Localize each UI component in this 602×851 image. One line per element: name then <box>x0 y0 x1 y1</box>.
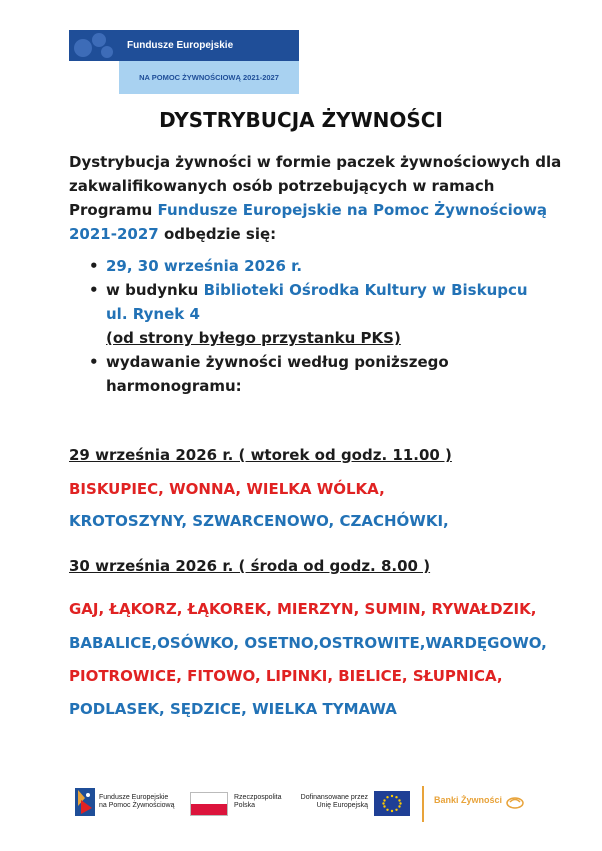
distribution-dates: 29, 30 września 2026 r. <box>106 257 303 275</box>
schedule-intro-1: wydawanie żywności według poniższego <box>106 353 449 371</box>
list-item-location <box>69 278 569 350</box>
fe-line-1: Fundusze Europejskie <box>99 794 169 801</box>
page-title: DYSTRYBUCJA ŻYWNOŚCI <box>159 108 443 132</box>
day2-villages-4: PODLASEK, SĘDZICE, WIELKA TYMAWA <box>69 700 397 718</box>
rp-line-1: Rzeczpospolita <box>234 794 282 801</box>
logo-title: Fundusze Europejskie <box>119 30 299 61</box>
fe-logo-text <box>99 794 174 810</box>
details-list <box>69 254 569 398</box>
intro-paragraph <box>69 150 569 246</box>
intro-text-2: odbędzie się: <box>158 225 277 243</box>
rp-line-2: Polska <box>234 802 256 809</box>
footer-divider <box>422 786 424 822</box>
bullet-icon: • <box>89 353 99 371</box>
day1-villages-2: KROTOSZYNY, SZWARCENOWO, CZACHÓWKI, <box>69 512 449 530</box>
address-note: (od strony byłego przystanku PKS) <box>106 329 401 347</box>
banki-zywnosci-icon <box>506 794 524 808</box>
bullet-icon: • <box>89 257 99 275</box>
location-name: Biblioteki Ośrodka Kultury w Biskupcu <box>203 281 528 299</box>
banki-zywnosci-text: Banki Żywności <box>434 795 503 805</box>
location-address: ul. Rynek 4 <box>106 305 200 323</box>
list-item-schedule <box>69 350 569 398</box>
intro-text-1: Dystrybucja żywności w formie paczek żywnościowych dla zakwalifikowanych osób potrzebujących w ramach Programu <box>69 153 562 219</box>
logo-subtitle: NA POMOC ŻYWNOŚCIOWĄ 2021-2027 <box>139 73 279 82</box>
day2-heading: 30 września 2026 r. ( środa od godz. 8.00 ) <box>69 557 431 575</box>
logo-stars-icon <box>69 30 119 61</box>
fe-logo-icon <box>75 788 95 816</box>
day2-villages-3: PIOTROWICE, FITOWO, LIPINKI, BIELICE, SŁUPNICA, <box>69 667 503 685</box>
day2-villages-2: BABALICE,OSÓWKO, OSETNO,OSTROWITE,WARDĘGOWO, <box>69 634 547 652</box>
eu-line-2: Unię Europejską <box>316 802 368 809</box>
schedule-intro-2: harmonogramu: <box>106 377 242 395</box>
fe-line-2: na Pomoc Żywnościową <box>99 802 175 809</box>
footer-logos <box>0 780 602 830</box>
program-name: Fundusze Europejskie na Pomoc Żywnościową 2021-2027 <box>69 201 548 243</box>
eu-flag-icon <box>374 791 410 816</box>
eu-line-1: Dofinansowane przez <box>300 794 368 801</box>
poland-flag-icon <box>190 792 228 816</box>
list-item-dates <box>69 254 569 278</box>
day1-heading: 29 września 2026 r. ( wtorek od godz. 11.00 ) <box>69 446 452 464</box>
day2-villages-1: GAJ, ŁĄKORZ, ŁĄKOREK, MIERZYN, SUMIN, RYWAŁDZIK, <box>69 600 537 618</box>
day1-villages-1: BISKUPIEC, WONNA, WIELKA WÓLKA, <box>69 480 385 498</box>
bullet-icon: • <box>89 281 99 299</box>
rp-logo-text <box>234 794 281 810</box>
fundusze-europejskie-logo <box>69 30 299 94</box>
location-prefix: w budynku <box>106 281 204 299</box>
eu-logo-text <box>298 794 368 810</box>
